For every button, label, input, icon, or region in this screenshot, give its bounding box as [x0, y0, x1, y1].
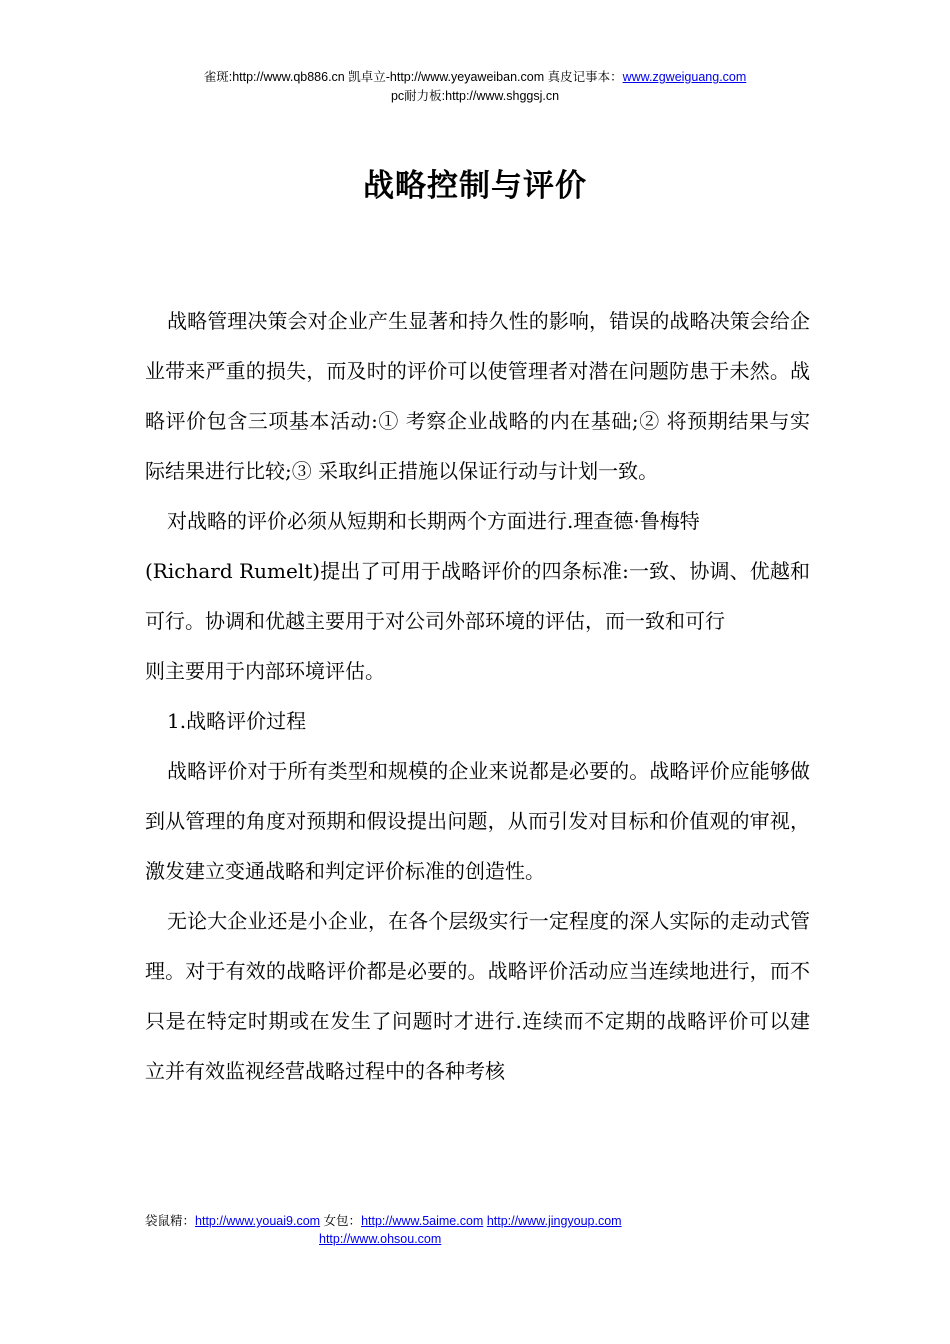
paragraph-internal-environment: 则主要用于内部环境评估。	[145, 659, 385, 683]
header-line-1	[0, 68, 950, 87]
footer-link-jingyoup[interactable]: http://www.jingyoup.com	[486, 1214, 622, 1228]
paragraph-evaluation: 对战略的评价必须从短期和长期两个方面进行.理查德·鲁梅特	[167, 509, 700, 533]
footer-line-2	[145, 1230, 845, 1248]
paragraph-management-by-walking: 无论大企业还是小企业，在各个层级实行一定程度的深人实际的走动式管理。对于有效的战略评价都是必要的。战略评价活动应当连续地进行，而不只是在特定时期或在发生了问题时才进行.连续而不定期的战略评价可以建立并有效监视经营战略过程中的各种考核	[145, 909, 810, 1083]
footer-line-1	[145, 1212, 845, 1230]
document-title: 战略控制与评价	[363, 168, 587, 204]
footer-label-daishujing: 袋鼠精：	[145, 1214, 196, 1228]
footer-link-5aime[interactable]: http://www.5aime.com	[361, 1214, 484, 1228]
footer-link-ohsou[interactable]: http://www.ohsou.com	[319, 1232, 442, 1246]
footer-label-nvbao: 女包：	[320, 1214, 362, 1228]
header-sites-text: 雀斑:http://www.qb886.cn 凯卓立-http://www.yeyaweiban.com 真皮记事本：	[203, 70, 623, 84]
paragraph-evaluation-necessity: 战略评价对于所有类型和规模的企业来说都是必要的。战略评价应能够做到从管理的角度对预期和假设提出问题，从而引发对目标和价值观的审视，激发建立变通战略和判定评价标准的创造性。	[145, 759, 810, 883]
header-line-2: pc耐力板:http://www.shggsj.cn	[390, 89, 560, 103]
page-header	[0, 68, 950, 106]
document-body	[145, 296, 810, 1096]
footer-link-youai9[interactable]: http://www.youai9.com	[195, 1214, 321, 1228]
section-heading-evaluation-process: 1.战略评价过程	[167, 709, 307, 733]
header-link-zgweiguang[interactable]: www.zgweiguang.com	[622, 70, 747, 84]
page-footer	[145, 1212, 845, 1248]
paragraph-rumelt-criteria: (Richard Rumelt)提出了可用于战略评价的四条标准:一致、协调、优越和可行。协调和优越主要用于对公司外部环境的评估，而一致和可行	[145, 559, 810, 633]
paragraph-intro: 战略管理决策会对企业产生显著和持久性的影响，错误的战略决策会给企业带来严重的损失，而及时的评价可以使管理者对潜在问题防患于未然。战略评价包含三项基本活动:① 考察企业战略的内在基础;② 将预期结果与实际结果进行比较;③ 采取纠正措施以保证行动与计划一致。	[145, 309, 810, 483]
